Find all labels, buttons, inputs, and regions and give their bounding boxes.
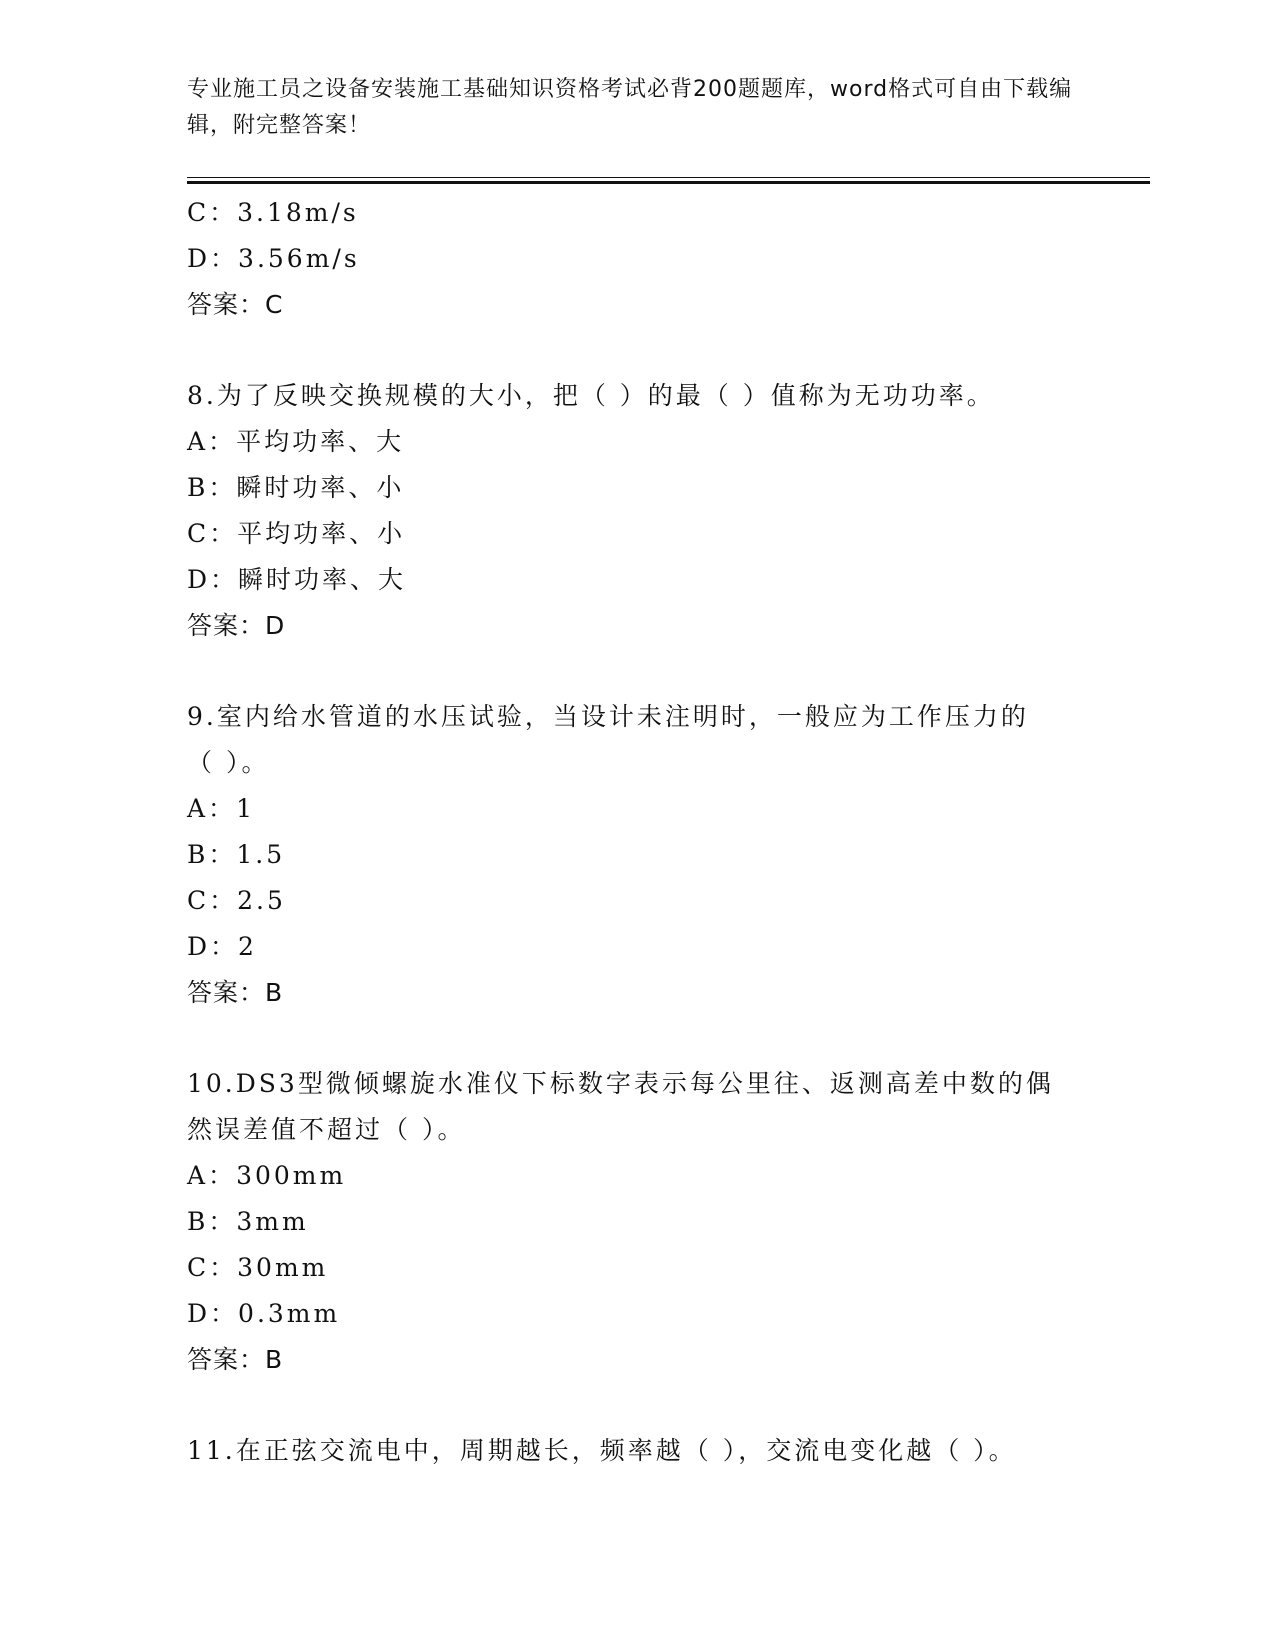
option-text: 瞬时功率、大 bbox=[238, 565, 407, 594]
option-label: D： bbox=[187, 1299, 239, 1328]
option-row bbox=[187, 1291, 1087, 1337]
spacer bbox=[187, 1016, 1087, 1061]
option-text: 2.5 bbox=[237, 886, 286, 915]
option-text: 平均功率、小 bbox=[237, 519, 406, 548]
answer-text: 答案：B bbox=[187, 978, 284, 1007]
option-text: 0.3mm bbox=[238, 1299, 341, 1328]
question-text: 在正弦交流电中，周期越长，频率越（ ），交流电变化越（ ）。 bbox=[235, 1436, 1017, 1465]
option-label: B： bbox=[187, 840, 237, 869]
option-row bbox=[187, 419, 1087, 465]
option-label: B： bbox=[187, 1207, 237, 1236]
answer-text: 答案：C bbox=[187, 290, 284, 319]
option-row bbox=[187, 465, 1087, 511]
option-label: D： bbox=[187, 244, 239, 273]
option-text: 3.56m/s bbox=[238, 244, 360, 273]
option-label: C： bbox=[187, 1253, 238, 1282]
question-number: 10. bbox=[187, 1069, 236, 1098]
option-text: 平均功率、大 bbox=[236, 427, 405, 456]
option-row bbox=[187, 1245, 1087, 1291]
question-8-text bbox=[187, 373, 1087, 419]
question-text-line1: 室内给水管道的水压试验，当设计未注明时，一般应为工作压力的 bbox=[216, 702, 1029, 731]
question-9-text bbox=[187, 694, 1087, 740]
answer-line bbox=[187, 1337, 1087, 1383]
question-10-text-cont bbox=[187, 1107, 1087, 1153]
option-text: 瞬时功率、小 bbox=[236, 473, 405, 502]
question-list bbox=[187, 190, 1087, 1474]
option-row bbox=[187, 878, 1087, 924]
option-text: 300mm bbox=[236, 1161, 347, 1190]
option-label: A： bbox=[187, 427, 237, 456]
option-label: C： bbox=[187, 519, 238, 548]
option-text: 3mm bbox=[236, 1207, 309, 1236]
header-rule-thin bbox=[187, 177, 1150, 178]
option-label: A： bbox=[187, 794, 237, 823]
option-label: D： bbox=[187, 565, 239, 594]
option-label: C： bbox=[187, 886, 238, 915]
question-text-line2: 然误差值不超过（ ）。 bbox=[187, 1115, 466, 1144]
question-11-text bbox=[187, 1428, 1087, 1474]
option-text: 30mm bbox=[237, 1253, 329, 1282]
option-text: 3.18m/s bbox=[237, 198, 359, 227]
option-label: A： bbox=[187, 1161, 237, 1190]
question-text: 为了反映交换规模的大小，把（ ）的最（ ）值称为无功功率。 bbox=[216, 381, 995, 410]
spacer bbox=[187, 649, 1087, 694]
spacer bbox=[187, 328, 1087, 373]
answer-line bbox=[187, 282, 1087, 328]
question-number: 11. bbox=[187, 1436, 236, 1465]
option-row bbox=[187, 190, 1087, 236]
answer-text: 答案：D bbox=[187, 611, 286, 640]
option-row bbox=[187, 832, 1087, 878]
option-label: B： bbox=[187, 473, 237, 502]
question-text-line2: （ ）。 bbox=[187, 748, 270, 777]
question-10-text bbox=[187, 1061, 1087, 1107]
option-row bbox=[187, 236, 1087, 282]
document-header bbox=[187, 72, 1077, 144]
option-text: 1 bbox=[236, 794, 255, 823]
option-text: 1.5 bbox=[236, 840, 286, 869]
option-row bbox=[187, 511, 1087, 557]
option-row bbox=[187, 786, 1087, 832]
option-row bbox=[187, 1153, 1087, 1199]
question-number: 9. bbox=[187, 702, 217, 731]
option-row bbox=[187, 924, 1087, 970]
option-label: C： bbox=[187, 198, 238, 227]
option-text: 2 bbox=[238, 932, 257, 961]
question-text-line1: DS3型微倾螺旋水准仪下标数字表示每公里往、返测高差中数的偶 bbox=[235, 1069, 1054, 1098]
header-title: 专业施工员之设备安装施工基础知识资格考试必背200题题库，word格式可自由下载编辑，附完整答案！ bbox=[187, 77, 1073, 138]
answer-text: 答案：B bbox=[187, 1345, 284, 1374]
option-row bbox=[187, 557, 1087, 603]
option-row bbox=[187, 1199, 1087, 1245]
header-rule-thick bbox=[187, 181, 1150, 184]
answer-line bbox=[187, 603, 1087, 649]
answer-line bbox=[187, 970, 1087, 1016]
option-label: D： bbox=[187, 932, 239, 961]
question-9-text-cont bbox=[187, 740, 1087, 786]
spacer bbox=[187, 1383, 1087, 1428]
question-number: 8. bbox=[187, 381, 217, 410]
